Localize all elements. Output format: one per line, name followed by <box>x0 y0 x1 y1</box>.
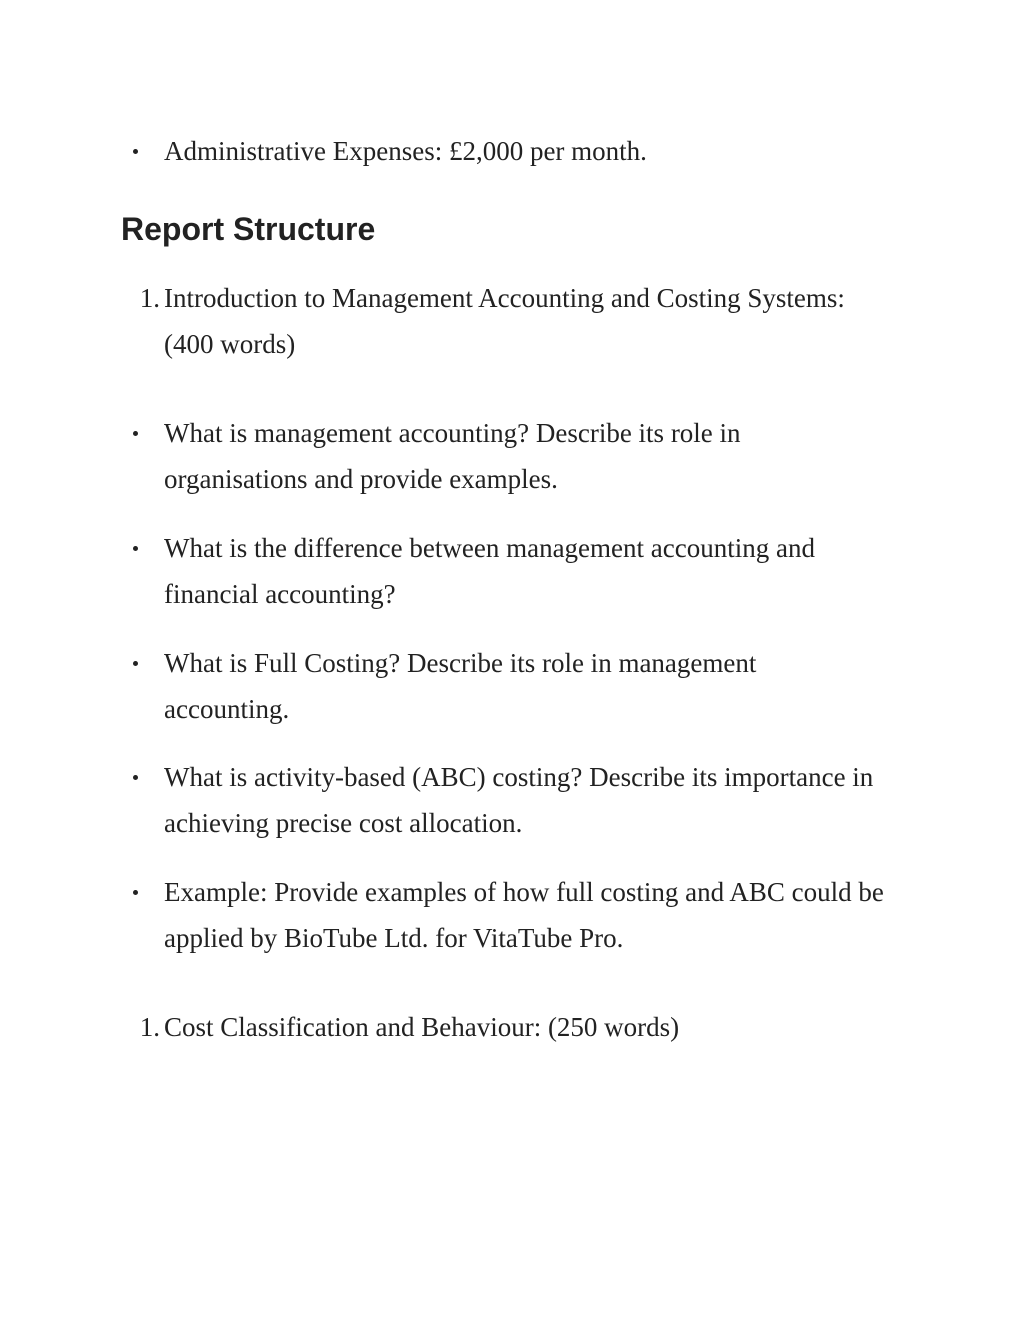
list-item-management-accounting <box>164 410 884 502</box>
list-item-text: What is the difference between management accounting and financial accounting? <box>164 533 815 609</box>
number-marker: 1. <box>139 1012 160 1042</box>
bullet-marker <box>133 775 138 780</box>
list-item-administrative-expenses <box>164 128 884 174</box>
list-item-difference <box>164 525 884 617</box>
number-marker: 1. <box>139 283 160 313</box>
list-item-text: What is management accounting? Describe its role in organisations and provide examples. <box>164 418 741 494</box>
bullet-marker <box>133 431 138 436</box>
numbered-item-text: Cost Classification and Behaviour: (250 words) <box>164 1012 680 1042</box>
list-item-abc-costing <box>164 754 884 846</box>
bullet-marker <box>133 546 138 551</box>
bullet-marker <box>133 890 138 895</box>
list-item-text: What is Full Costing? Describe its role in management accounting. <box>164 648 757 724</box>
numbered-item-text: Introduction to Management Accounting and Costing Systems: (400 words) <box>164 283 845 359</box>
list-item-example <box>164 869 884 961</box>
list-item-text: What is activity-based (ABC) costing? Describe its importance in achieving precise cost allocation. <box>164 762 874 838</box>
list-item-text: Example: Provide examples of how full costing and ABC could be applied by BioTube Ltd. for VitaTube Pro. <box>164 877 884 953</box>
bullet-marker <box>133 149 138 154</box>
numbered-item-introduction <box>139 275 884 367</box>
bullet-marker <box>133 661 138 666</box>
numbered-item-cost-classification <box>139 1004 884 1050</box>
section-heading: Report Structure <box>121 211 376 247</box>
list-item-text: Administrative Expenses: £2,000 per month. <box>164 136 647 166</box>
list-item-full-costing <box>164 640 884 732</box>
